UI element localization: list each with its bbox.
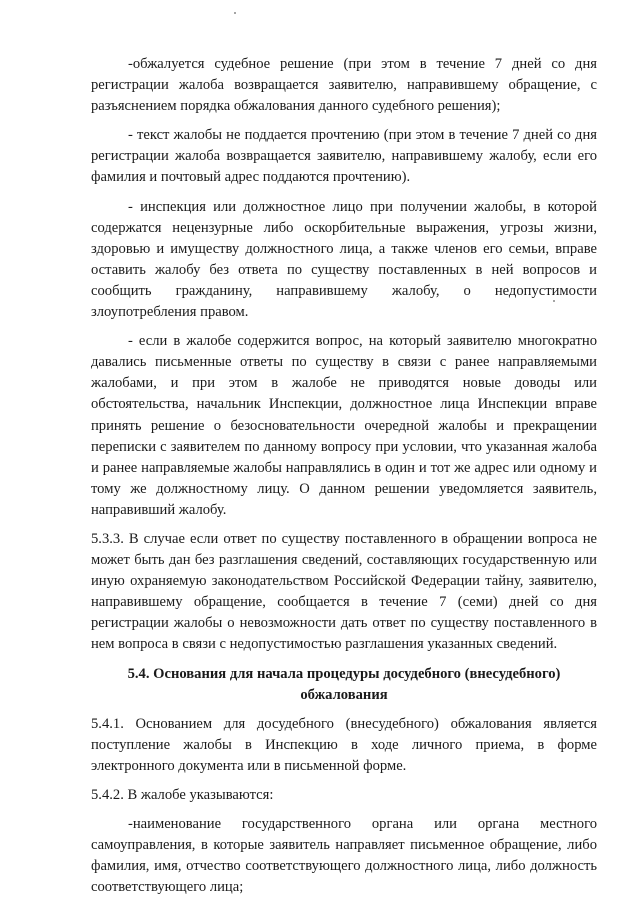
paragraph-court-decision: -обжалуется судебное решение (при этом в течение 7 дней со дня регистрации жалоба возвращается заявителю, направившему обращение, с разъяснением порядка обжалования данного судебного решения); xyxy=(91,56,597,115)
paragraph-5-4-1: 5.4.1. Основанием для досудебного (внесудебного) обжалования является поступление жалобы в Инспекцию в ходе личного приема, в форме электронного документа или в письменной форме. xyxy=(91,715,597,774)
document-page xyxy=(91,54,597,906)
scan-speck xyxy=(553,300,555,302)
section-heading-line-1: 5.4. Основания для начала процедуры досудебного (внесудебного) xyxy=(127,665,561,682)
scan-speck xyxy=(234,12,236,14)
paragraph-repeated-question: - если в жалобе содержится вопрос, на который заявителю многократно давались письменные ответы по существу в связи с ранее направляемыми жалобами, и при этом в жалобе не приводятся новые доводы или обстоятельства, начальник Инспекции, должностное лица Инспекции вправе принять решение о безосновательности очередной жалобы и прекращении переписки с заявителем по данному вопросу при условии, что указанная жалоба и ранее направляемые жалобы направлялись в один и тот же адрес или одному и тому же должностному лицу. О данном решении уведомляется заявитель, направивший жалобу. xyxy=(91,333,597,518)
paragraph-authority-name: -наименование государственного органа или органа местного самоуправления, в которые заявитель направляет письменное обращение, либо фамилия, имя, отчество соответствующего должностного лица, либо должность соответствующего лица; xyxy=(91,816,597,896)
paragraph-unreadable-text: - текст жалобы не поддается прочтению (при этом в течение 7 дней со дня регистрации жалоба возвращается заявителю, направившему жалобу, если его фамилия и почтовый адрес поддаются прочтению). xyxy=(91,127,597,186)
section-heading-5-4 xyxy=(91,664,597,706)
paragraph-offensive-language: - инспекция или должностное лицо при получении жалобы, в которой содержатся нецензурные либо оскорбительные выражения, угрозы жизни, здоровью и имуществу должностного лица, а также членов его семьи, вправе оставить жалобу без ответа по существу поставленных в ней вопросов и сообщить гражданину, направившему жалобу, о недопустимости злоупотребления правом. xyxy=(91,198,597,321)
paragraph-5-3-3: 5.3.3. В случае если ответ по существу поставленного в обращении вопроса не может быть дан без разглашения сведений, составляющих государственную или иную охраняемую законодательством Российской Федерации тайну, заявителю, направившему обращение, сообщается в течение 7 (семи) дней со дня регистрации жалобы о невозможности дать ответ по существу поставленного в нем вопроса в связи с недопустимостью разглашения указанных сведений. xyxy=(91,530,597,653)
paragraph-5-4-2: 5.4.2. В жалобе указываются: xyxy=(91,787,274,803)
section-heading-line-2: обжалования xyxy=(300,686,388,703)
